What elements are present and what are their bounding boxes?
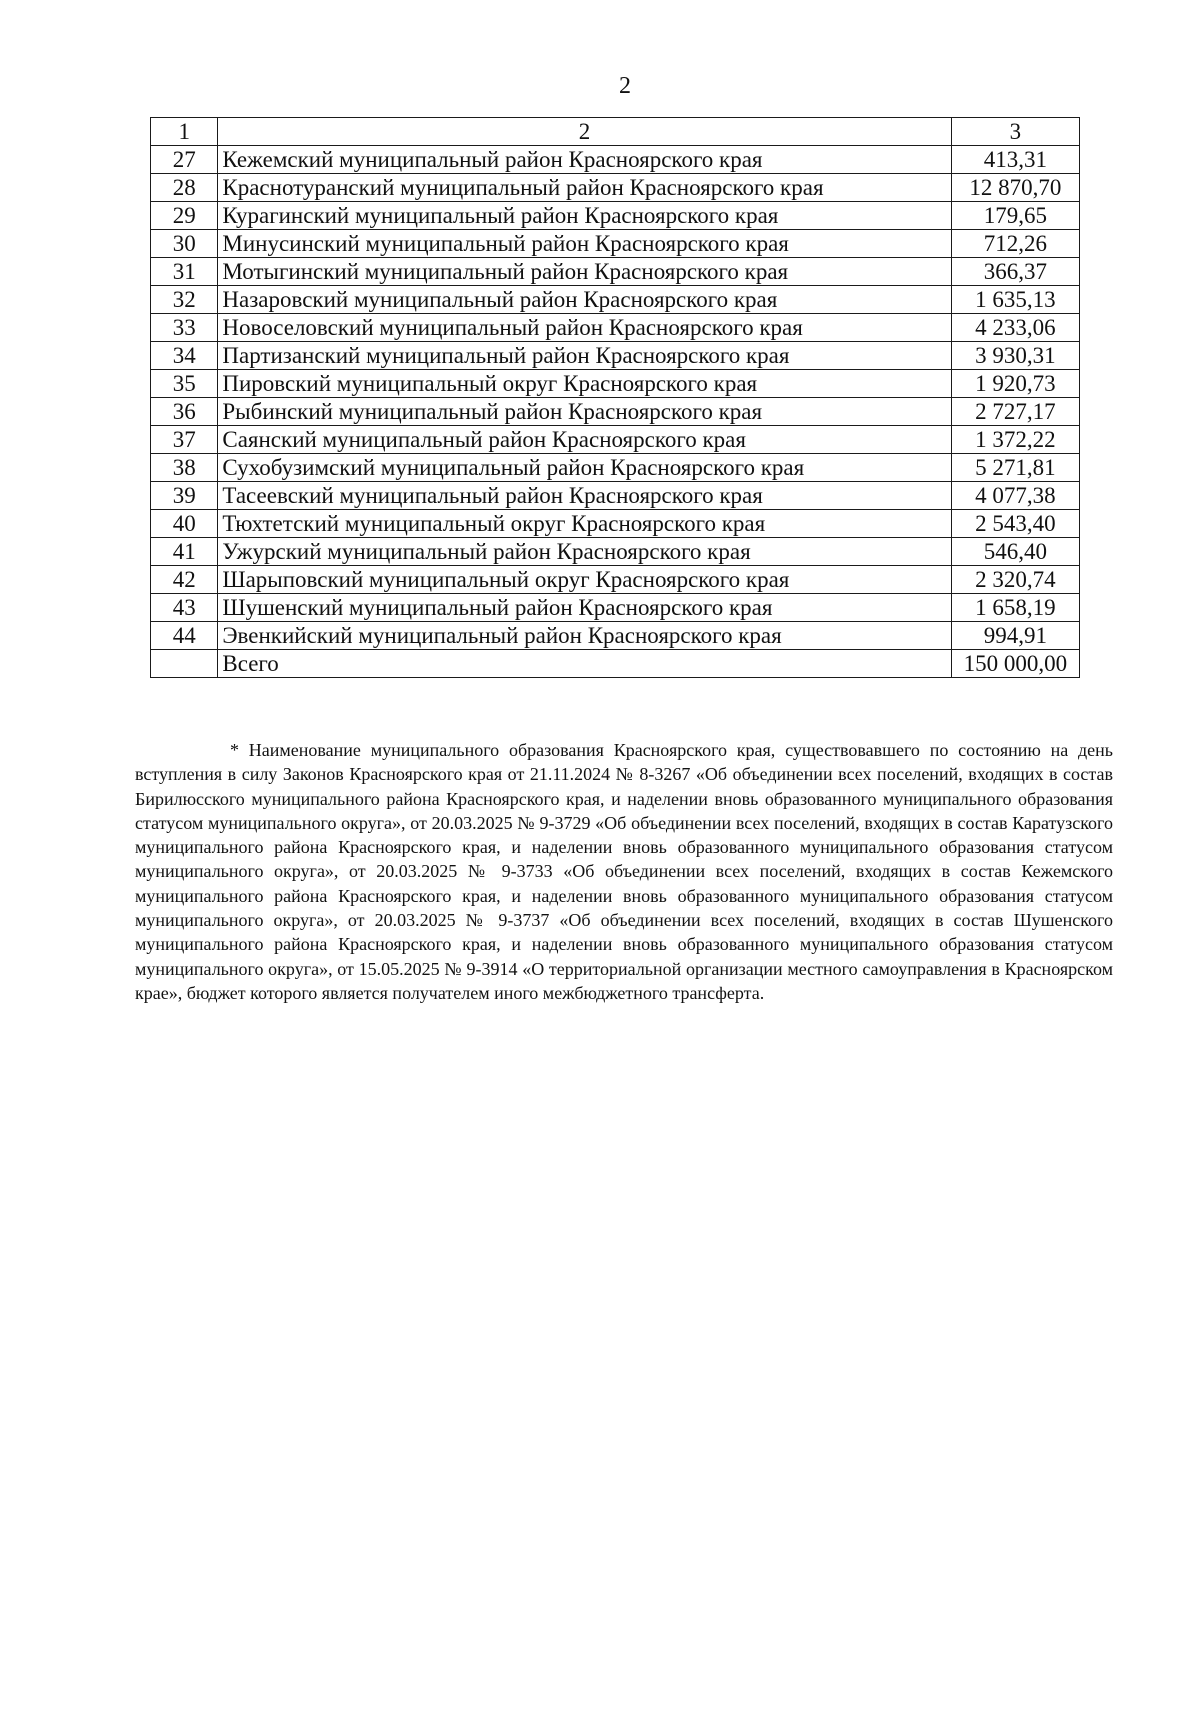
- table-row: [151, 314, 1080, 342]
- municipality-name-cell: Партизанский муниципальный район Красноярского края: [218, 342, 951, 370]
- amount-cell: 413,31: [951, 146, 1079, 174]
- amount-cell: 3 930,31: [951, 342, 1079, 370]
- total-label-cell: Всего: [218, 650, 951, 678]
- row-number-cell: 33: [151, 314, 218, 342]
- row-number-cell: 35: [151, 370, 218, 398]
- municipality-name-cell: Тюхтетский муниципальный округ Красноярского края: [218, 510, 951, 538]
- table-row: [151, 174, 1080, 202]
- row-number-cell: 36: [151, 398, 218, 426]
- amount-cell: 1 658,19: [951, 594, 1079, 622]
- amount-cell: 5 271,81: [951, 454, 1079, 482]
- row-number-cell: 39: [151, 482, 218, 510]
- amount-cell: 366,37: [951, 258, 1079, 286]
- amount-cell: 1 920,73: [951, 370, 1079, 398]
- page-number: 2: [619, 73, 631, 99]
- table-row: [151, 426, 1080, 454]
- table-row: [151, 258, 1080, 286]
- amount-cell: 994,91: [951, 622, 1079, 650]
- table-header-row: [151, 118, 1080, 146]
- table-row: [151, 230, 1080, 258]
- row-number-cell: 38: [151, 454, 218, 482]
- row-number-cell: 28: [151, 174, 218, 202]
- header-cell-name: 2: [218, 118, 951, 146]
- row-number-cell: 43: [151, 594, 218, 622]
- amount-cell: 179,65: [951, 202, 1079, 230]
- municipality-name-cell: Шарыповский муниципальный округ Красноярского края: [218, 566, 951, 594]
- table-row: [151, 370, 1080, 398]
- row-number-cell: 34: [151, 342, 218, 370]
- row-number-cell: 27: [151, 146, 218, 174]
- table-body: [151, 118, 1080, 678]
- amount-cell: 1 635,13: [951, 286, 1079, 314]
- amount-cell: 12 870,70: [951, 174, 1079, 202]
- row-number-cell: 42: [151, 566, 218, 594]
- total-amount-cell: 150 000,00: [951, 650, 1079, 678]
- municipality-name-cell: Курагинский муниципальный район Красноярского края: [218, 202, 951, 230]
- row-number-cell: 32: [151, 286, 218, 314]
- municipality-name-cell: Минусинский муниципальный район Красноярского края: [218, 230, 951, 258]
- municipality-name-cell: Кежемский муниципальный район Красноярского края: [218, 146, 951, 174]
- municipality-name-cell: Сухобузимский муниципальный район Красноярского края: [218, 454, 951, 482]
- table-row: [151, 286, 1080, 314]
- row-number-cell: 44: [151, 622, 218, 650]
- municipality-name-cell: Ужурский муниципальный район Красноярского края: [218, 538, 951, 566]
- footnote: * Наименование муниципального образования Красноярского края, существовавшего по состоянию на день вступления в силу Законов Красноярского края от 21.11.2024 № 8-3267 «Об объединении всех поселений, входящих в состав Бирилюсского муниципального района Красноярского края, и наделении вновь образованного муниципального образования статусом муниципального округа», от 20.03.2025 № 9-3729 «Об объединении всех поселений, входящих в состав Каратузского муниципального района Красноярского края, и наделении вновь образованного муниципального образования статусом муниципального округа», от 20.03.2025 № 9-3733 «Об объединении всех поселений, входящих в состав Кежемского муниципального района Красноярского края, и наделении вновь образованного муниципального образования статусом муниципального округа», от 20.03.2025 № 9-3737 «Об объединении всех поселений, входящих в состав Шушенского муниципального района Красноярского края, и наделении вновь образованного муниципального образования статусом муниципального округа», от 15.05.2025 № 9-3914 «О территориальной организации местного самоуправления в Красноярском крае», бюджет которого является получателем иного межбюджетного трансферта.: [135, 740, 1113, 1003]
- table-row: [151, 594, 1080, 622]
- municipality-name-cell: Эвенкийский муниципальный район Красноярского края: [218, 622, 951, 650]
- table-row: [151, 510, 1080, 538]
- header-cell-number: 1: [151, 118, 218, 146]
- table-row: [151, 538, 1080, 566]
- amount-cell: 2 320,74: [951, 566, 1079, 594]
- amount-cell: 2 543,40: [951, 510, 1079, 538]
- municipality-name-cell: Саянский муниципальный район Красноярского края: [218, 426, 951, 454]
- amount-cell: 712,26: [951, 230, 1079, 258]
- municipality-name-cell: Тасеевский муниципальный район Красноярского края: [218, 482, 951, 510]
- municipality-name-cell: Рыбинский муниципальный район Красноярского края: [218, 398, 951, 426]
- table-total-row: [151, 650, 1080, 678]
- table-row: [151, 146, 1080, 174]
- table-row: [151, 202, 1080, 230]
- table-row: [151, 454, 1080, 482]
- table-row: [151, 398, 1080, 426]
- allocation-table: [150, 117, 1080, 678]
- row-number-cell: 37: [151, 426, 218, 454]
- total-number-cell: [151, 650, 218, 678]
- amount-cell: 4 077,38: [951, 482, 1079, 510]
- municipality-name-cell: Шушенский муниципальный район Красноярского края: [218, 594, 951, 622]
- amount-cell: 2 727,17: [951, 398, 1079, 426]
- row-number-cell: 41: [151, 538, 218, 566]
- row-number-cell: 29: [151, 202, 218, 230]
- table-row: [151, 622, 1080, 650]
- row-number-cell: 40: [151, 510, 218, 538]
- amount-cell: 546,40: [951, 538, 1079, 566]
- row-number-cell: 31: [151, 258, 218, 286]
- table-row: [151, 482, 1080, 510]
- header-cell-amount: 3: [951, 118, 1079, 146]
- municipality-name-cell: Пировский муниципальный округ Красноярского края: [218, 370, 951, 398]
- table-row: [151, 566, 1080, 594]
- table-row: [151, 342, 1080, 370]
- municipality-name-cell: Краснотуранский муниципальный район Красноярского края: [218, 174, 951, 202]
- amount-cell: 1 372,22: [951, 426, 1079, 454]
- municipality-name-cell: Назаровский муниципальный район Красноярского края: [218, 286, 951, 314]
- amount-cell: 4 233,06: [951, 314, 1079, 342]
- municipality-name-cell: Новоселовский муниципальный район Красноярского края: [218, 314, 951, 342]
- row-number-cell: 30: [151, 230, 218, 258]
- municipality-name-cell: Мотыгинский муниципальный район Красноярского края: [218, 258, 951, 286]
